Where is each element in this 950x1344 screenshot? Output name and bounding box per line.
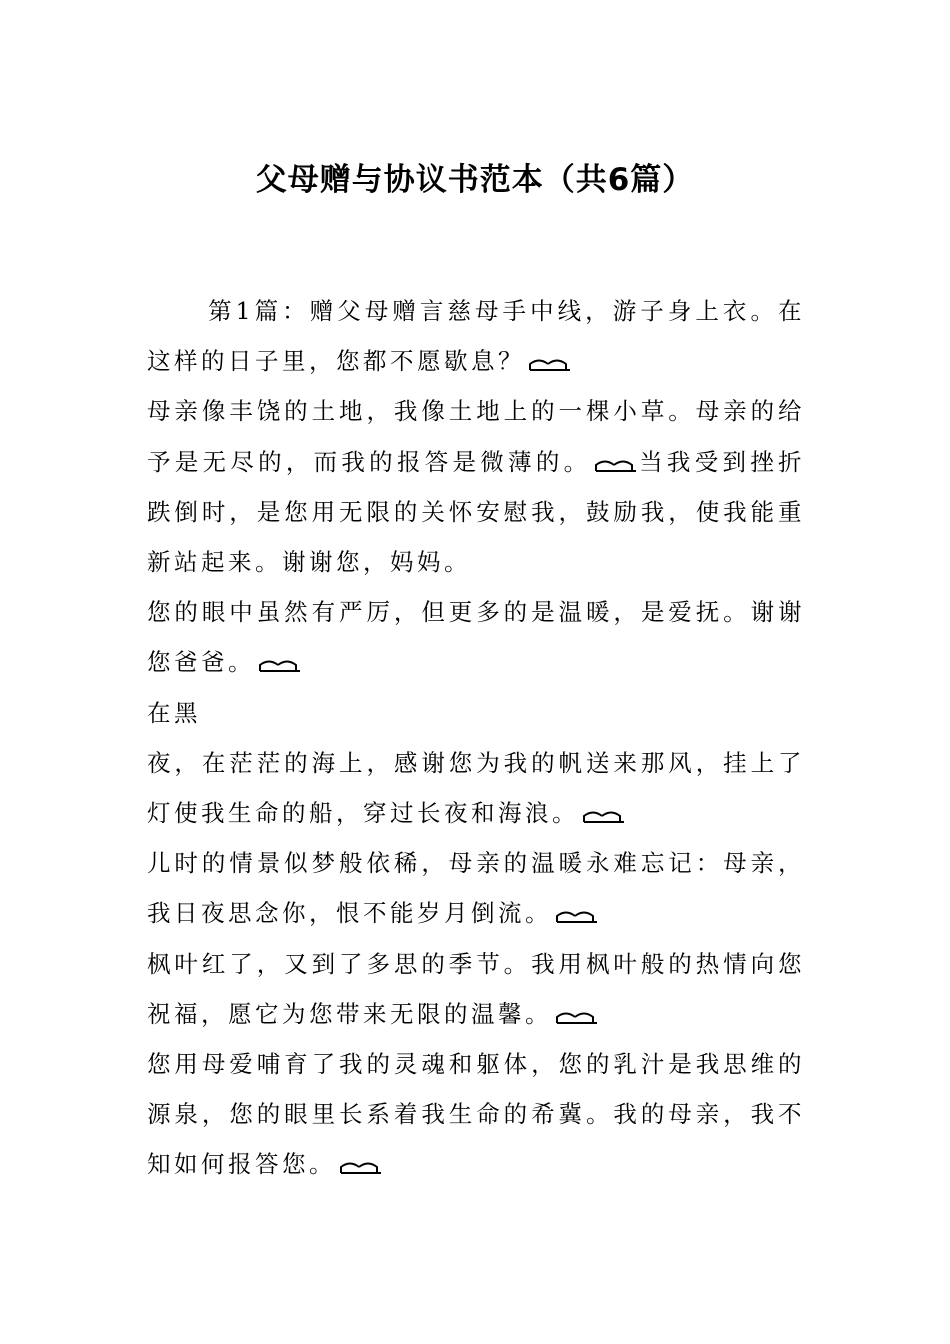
double-arch-mark-icon (555, 908, 599, 924)
double-arch-mark-icon (528, 356, 572, 372)
paragraph-text: 枫叶红了，又到了多思的季节。我用枫叶般的热情向您祝福，愿它为您带来无限的温馨。 (147, 949, 805, 1028)
paragraph-text: 母亲像丰饶的土地，我像土地上的一棵小草。母亲的给予是无尽的，而我的报答是微薄的。 (147, 397, 805, 476)
paragraph-text: 您用母爱哺育了我的灵魂和躯体，您的乳汁是我思维的源泉，您的眼里长系着我生命的希冀。我的母亲，我不知如何报答您。 (147, 1050, 805, 1179)
paragraph-text: 您的眼中虽然有严厉，但更多的是温暖，是爱抚。谢谢您爸爸。 (147, 598, 805, 677)
paragraph-text: 第1篇：赠父母赠言慈母手中线，游子身上衣。在这样的日子里，您都不愿歇息？ (147, 297, 805, 376)
paragraph-3 (147, 587, 805, 687)
paragraph-text: 夜，在茫茫的海上，感谢您为我的帆送来那风，挂上了灯使我生命的船，穿过长夜和海浪。 (147, 748, 805, 828)
paragraph-7 (147, 939, 805, 1039)
document-title: 父母赠与协议书范本（共6篇） (255, 162, 695, 198)
double-arch-mark-icon (555, 1009, 599, 1025)
paragraph-5 (147, 738, 805, 838)
double-arch-mark-icon (582, 808, 626, 824)
paragraph-6 (147, 838, 805, 938)
document-body (147, 286, 805, 1190)
double-arch-mark-icon (339, 1159, 383, 1175)
paragraph-text: 在黑 (147, 698, 201, 727)
paragraph-2 (147, 386, 805, 587)
paragraph-text-continued: 当我受到挫折跌倒时，是您用无限的关怀安慰我，鼓励我，使我能重新站起来。谢谢您，妈妈。 (147, 447, 806, 577)
paragraph-4 (147, 688, 805, 738)
paragraph-8 (147, 1039, 805, 1190)
paragraph-text: 儿时的情景似梦般依稀，母亲的温暖永难忘记：母亲，我日夜思念你，恨不能岁月倒流。 (147, 849, 805, 928)
double-arch-mark-icon (258, 657, 302, 673)
paragraph-1 (147, 286, 805, 386)
double-arch-mark-icon (594, 457, 638, 473)
